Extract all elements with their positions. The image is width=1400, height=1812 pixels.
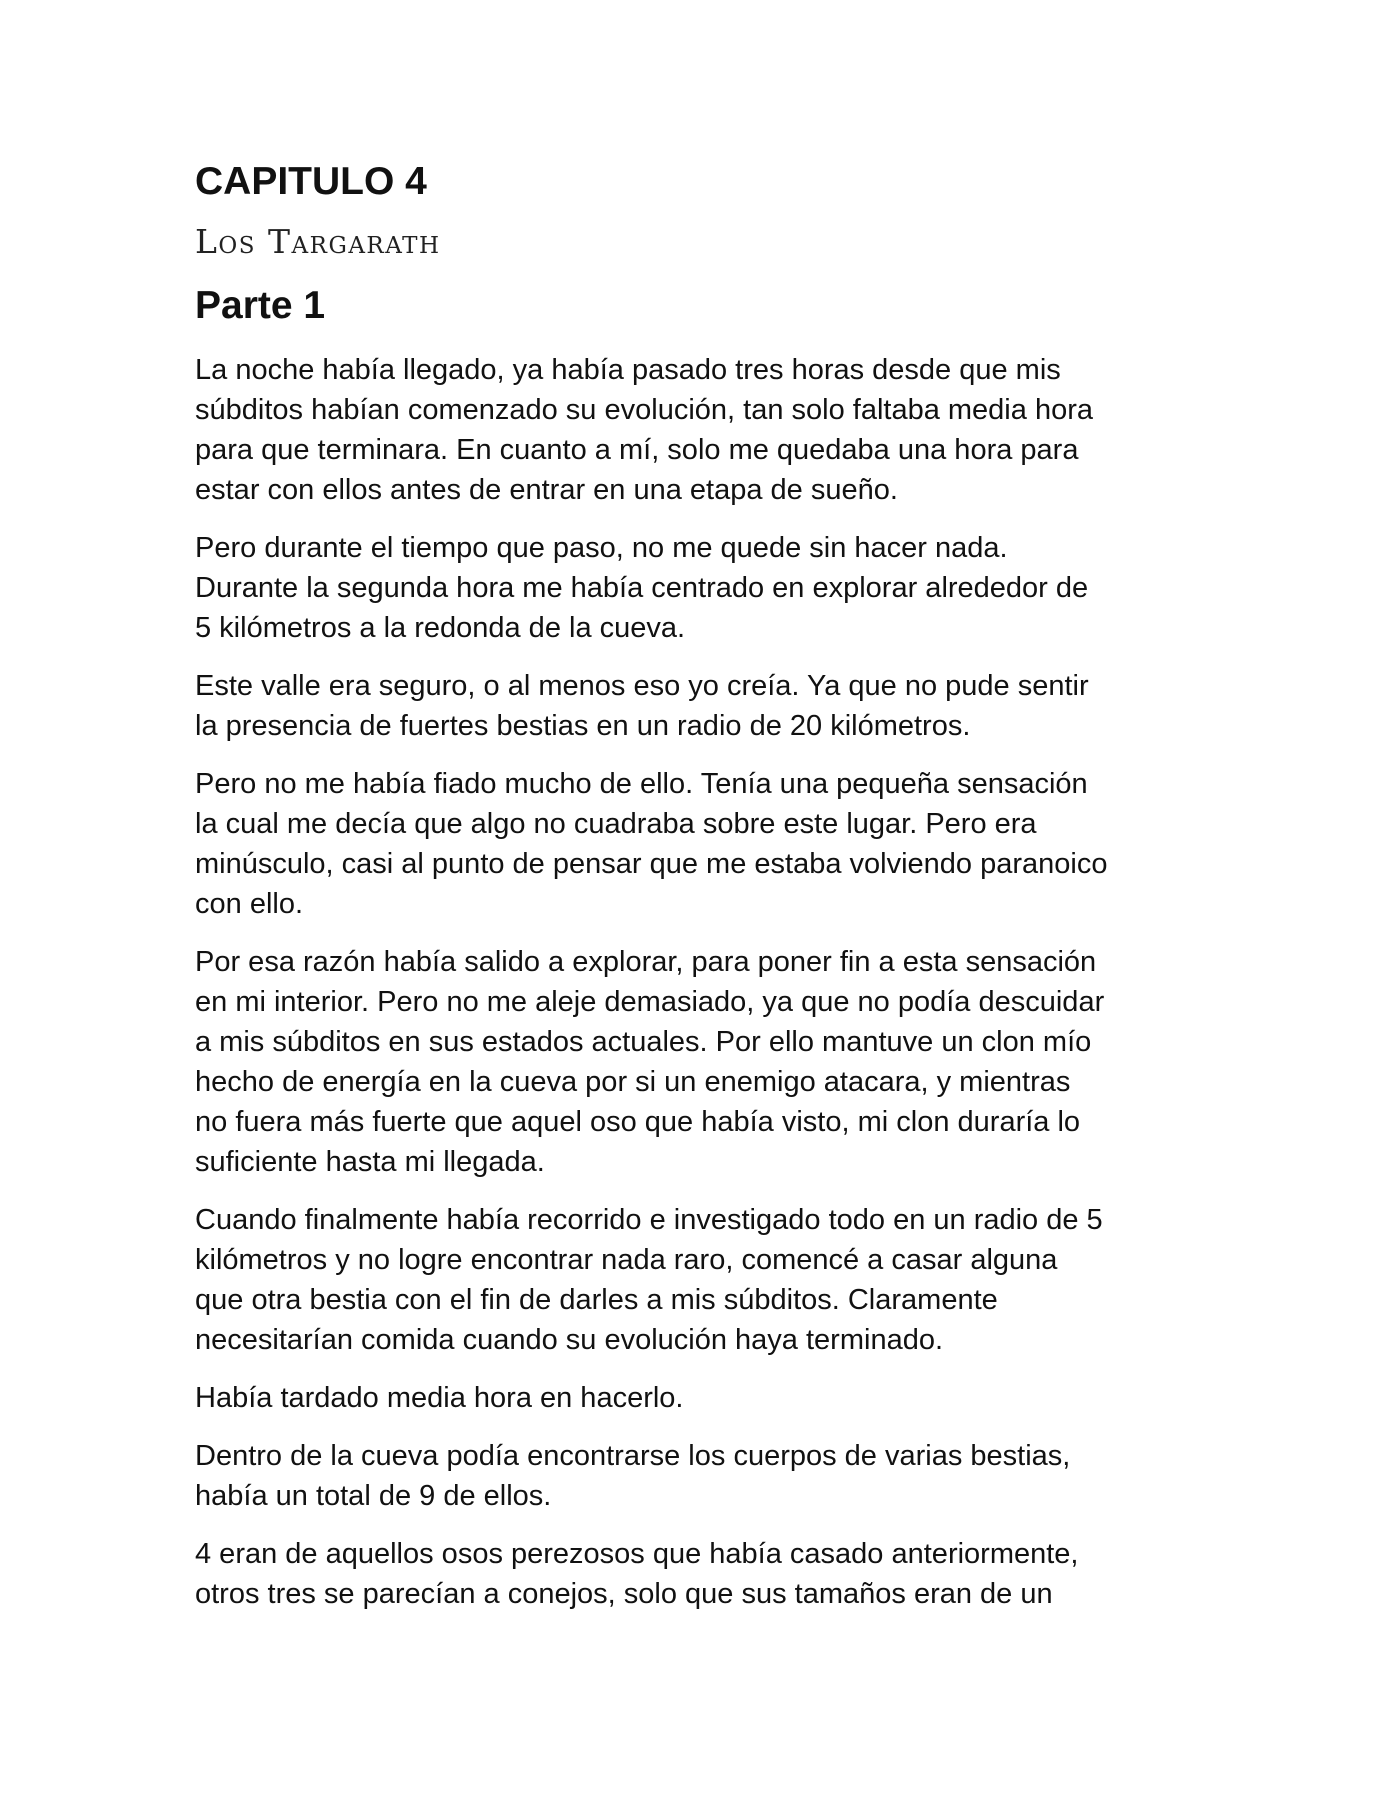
chapter-subtitle: Los Targarath: [195, 222, 441, 261]
paragraph: Cuando finalmente había recorrido e investigado todo en un radio de 5 kilómetros y no logre encontrar nada raro, comencé a casar alguna que otra bestia con el fin de darles a mis súbditos. Claramente necesitarían comida cuando su evolución haya terminado.: [195, 1204, 1103, 1356]
chapter-title: CAPITULO 4: [195, 160, 427, 203]
paragraph: Pero no me había fiado mucho de ello. Tenía una pequeña sensación la cual me decía que algo no cuadraba sobre este lugar. Pero era minúsculo, casi al punto de pensar que me estaba volviendo paranoico con ello.: [195, 768, 1108, 920]
part-title: Parte 1: [195, 284, 326, 327]
paragraph: Este valle era seguro, o al menos eso yo creía. Ya que no pude sentir la presencia de fuertes bestias en un radio de 20 kilómetros.: [195, 670, 1089, 742]
paragraph: 4 eran de aquellos osos perezosos que había casado anteriormente, otros tres se parecían a conejos, solo que sus tamaños eran de un: [195, 1538, 1079, 1610]
page-content: [195, 160, 1225, 1632]
paragraph: Pero durante el tiempo que paso, no me quede sin hacer nada. Durante la segunda hora me había centrado en explorar alrededor de 5 kilómetros a la redonda de la cueva.: [195, 532, 1089, 644]
paragraph: Por esa razón había salido a explorar, para poner fin a esta sensación en mi interior. Pero no me aleje demasiado, ya que no podía descuidar a mis súbditos en sus estados actuales. Por ello mantuve un clon mío hecho de energía en la cueva por si un enemigo atacara, y mientras no fuera más fuerte que aquel oso que había visto, mi clon duraría lo suficiente hasta mi llegada.: [195, 946, 1105, 1178]
paragraph: Había tardado media hora en hacerlo.: [195, 1382, 684, 1414]
paragraph: La noche había llegado, ya había pasado tres horas desde que mis súbditos habían comenzado su evolución, tan solo faltaba media hora para que terminara. En cuanto a mí, solo me quedaba una hora para estar con ellos antes de entrar en una etapa de sueño.: [195, 354, 1093, 506]
paragraph: Dentro de la cueva podía encontrarse los cuerpos de varias bestias, había un total de 9 de ellos.: [195, 1440, 1071, 1512]
